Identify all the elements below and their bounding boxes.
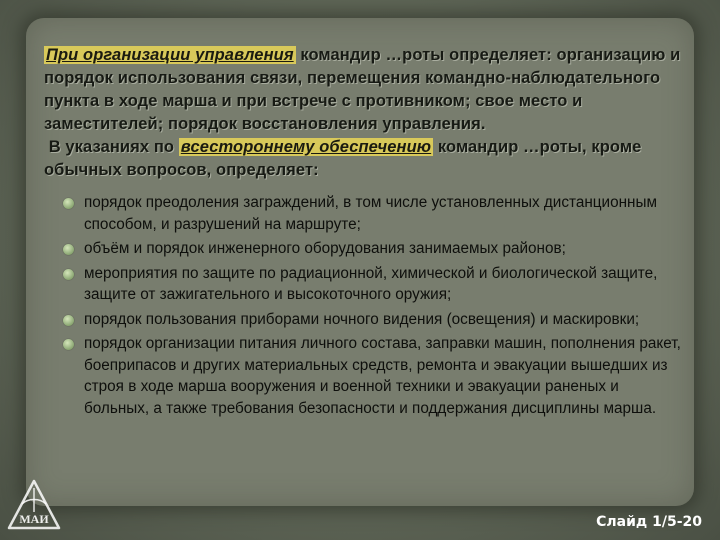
list-item	[44, 263, 684, 306]
list-item-text: мероприятия по защите по радиационной, химической и биологической защите, защите от зажигательного и высокоточного оружия;	[84, 264, 658, 303]
bullet-icon	[63, 269, 74, 280]
intro-paragraph-2-text: командир …роты, кроме обычных вопросов, определяет:	[44, 138, 642, 179]
list-item-text: порядок организации питания личного состава, заправки машин, пополнения ракет, боеприпасов и других материальных средств, ремонта и эвакуации вышедших из строя в ходе марша вооружения и военной техники и эвакуации раненых и больных, а также требования безопасности и поддержания дисциплины марша.	[84, 335, 681, 417]
slide-content	[44, 44, 684, 422]
list-item-text: порядок преодоления заграждений, в том числе установленных дистанционным способом, и разрушений на маршруте;	[84, 194, 658, 233]
list-item-text: порядок пользования приборами ночного видения (освещения) и маскировки;	[84, 310, 640, 328]
highlight-management: При организации управления	[46, 46, 294, 64]
bullet-list	[44, 192, 684, 419]
intro-paragraph-2	[44, 136, 684, 182]
bullet-icon	[63, 244, 74, 255]
intro-text	[44, 44, 684, 182]
list-item	[44, 238, 684, 260]
intro-paragraph-1-text: командир …роты определяет: организацию и порядок использования связи, перемещения командно-наблюдательного пункта в ходе марша и при встрече с противником; свое место и заместителей; порядок восстановления управления.	[44, 46, 681, 133]
mai-logo-icon	[4, 478, 64, 536]
list-item	[44, 192, 684, 235]
list-item	[44, 309, 684, 331]
logo-text: МАИ	[19, 512, 49, 526]
list-item	[44, 333, 684, 419]
bullet-icon	[63, 315, 74, 326]
highlight-support: всестороннему обеспечению	[180, 138, 432, 156]
slide-number: Слайд 1/5-20	[596, 514, 702, 530]
list-item-text: объём и порядок инженерного оборудования занимаемых районов;	[84, 240, 566, 257]
intro-paragraph-1	[44, 44, 684, 136]
intro-paragraph-2-prefix: В указаниях по	[48, 138, 179, 156]
bullet-icon	[63, 339, 74, 350]
bullet-icon	[63, 198, 74, 209]
